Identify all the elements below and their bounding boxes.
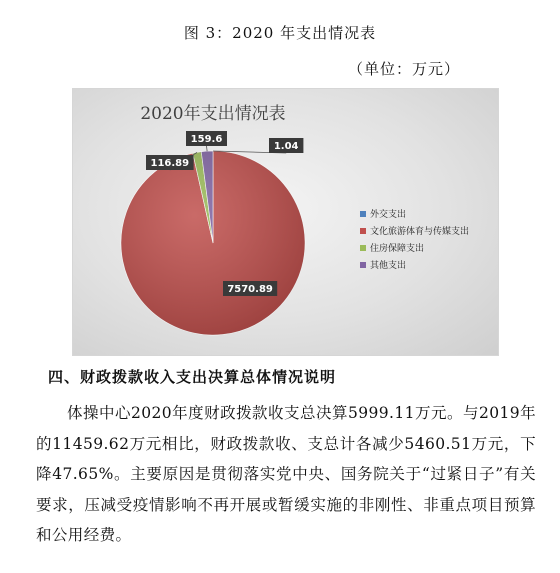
data-label: 1.04 [273, 141, 299, 152]
legend-swatch [360, 228, 366, 234]
legend-swatch [360, 245, 366, 251]
section-paragraph: 体操中心2020年度财政拨款收支总决算5999.11万元。与2019年的11459.62万元相比，财政拨款收、支总计各减少5460.51万元，下降47.65%。主要原因是贯彻落实党中央、国务院关于“过紧日子”有关要求，压减受疫情影响不再开展或暂缓实施的非刚性、非重点项目预算和公用经费。 [36, 404, 536, 544]
data-label: 159.6 [190, 134, 223, 145]
legend-label: 住房保障支出 [370, 244, 425, 254]
pie-chart [72, 88, 499, 356]
leader-line [207, 146, 208, 151]
unit-label: （单位：万元） [347, 60, 460, 78]
data-label: 116.89 [150, 158, 190, 169]
legend-item [360, 256, 469, 273]
section-title: 四、财政拨款收入支出决算总体情况说明 [48, 368, 337, 386]
chart-title: 2020年支出情况表 [140, 104, 286, 124]
legend-item [360, 239, 469, 256]
legend-label: 其他支出 [370, 261, 407, 271]
pie-shading [121, 151, 305, 335]
data-label: 7570.89 [227, 284, 273, 295]
legend-swatch [360, 211, 366, 217]
legend-item [360, 222, 469, 239]
legend-label: 文化旅游体育与传媒支出 [370, 227, 470, 237]
figure-caption: 图 3：2020 年支出情况表 [183, 24, 377, 42]
chart-legend [360, 205, 469, 273]
legend-swatch [360, 262, 366, 268]
legend-item [360, 205, 469, 222]
legend-label: 外交支出 [370, 210, 407, 220]
